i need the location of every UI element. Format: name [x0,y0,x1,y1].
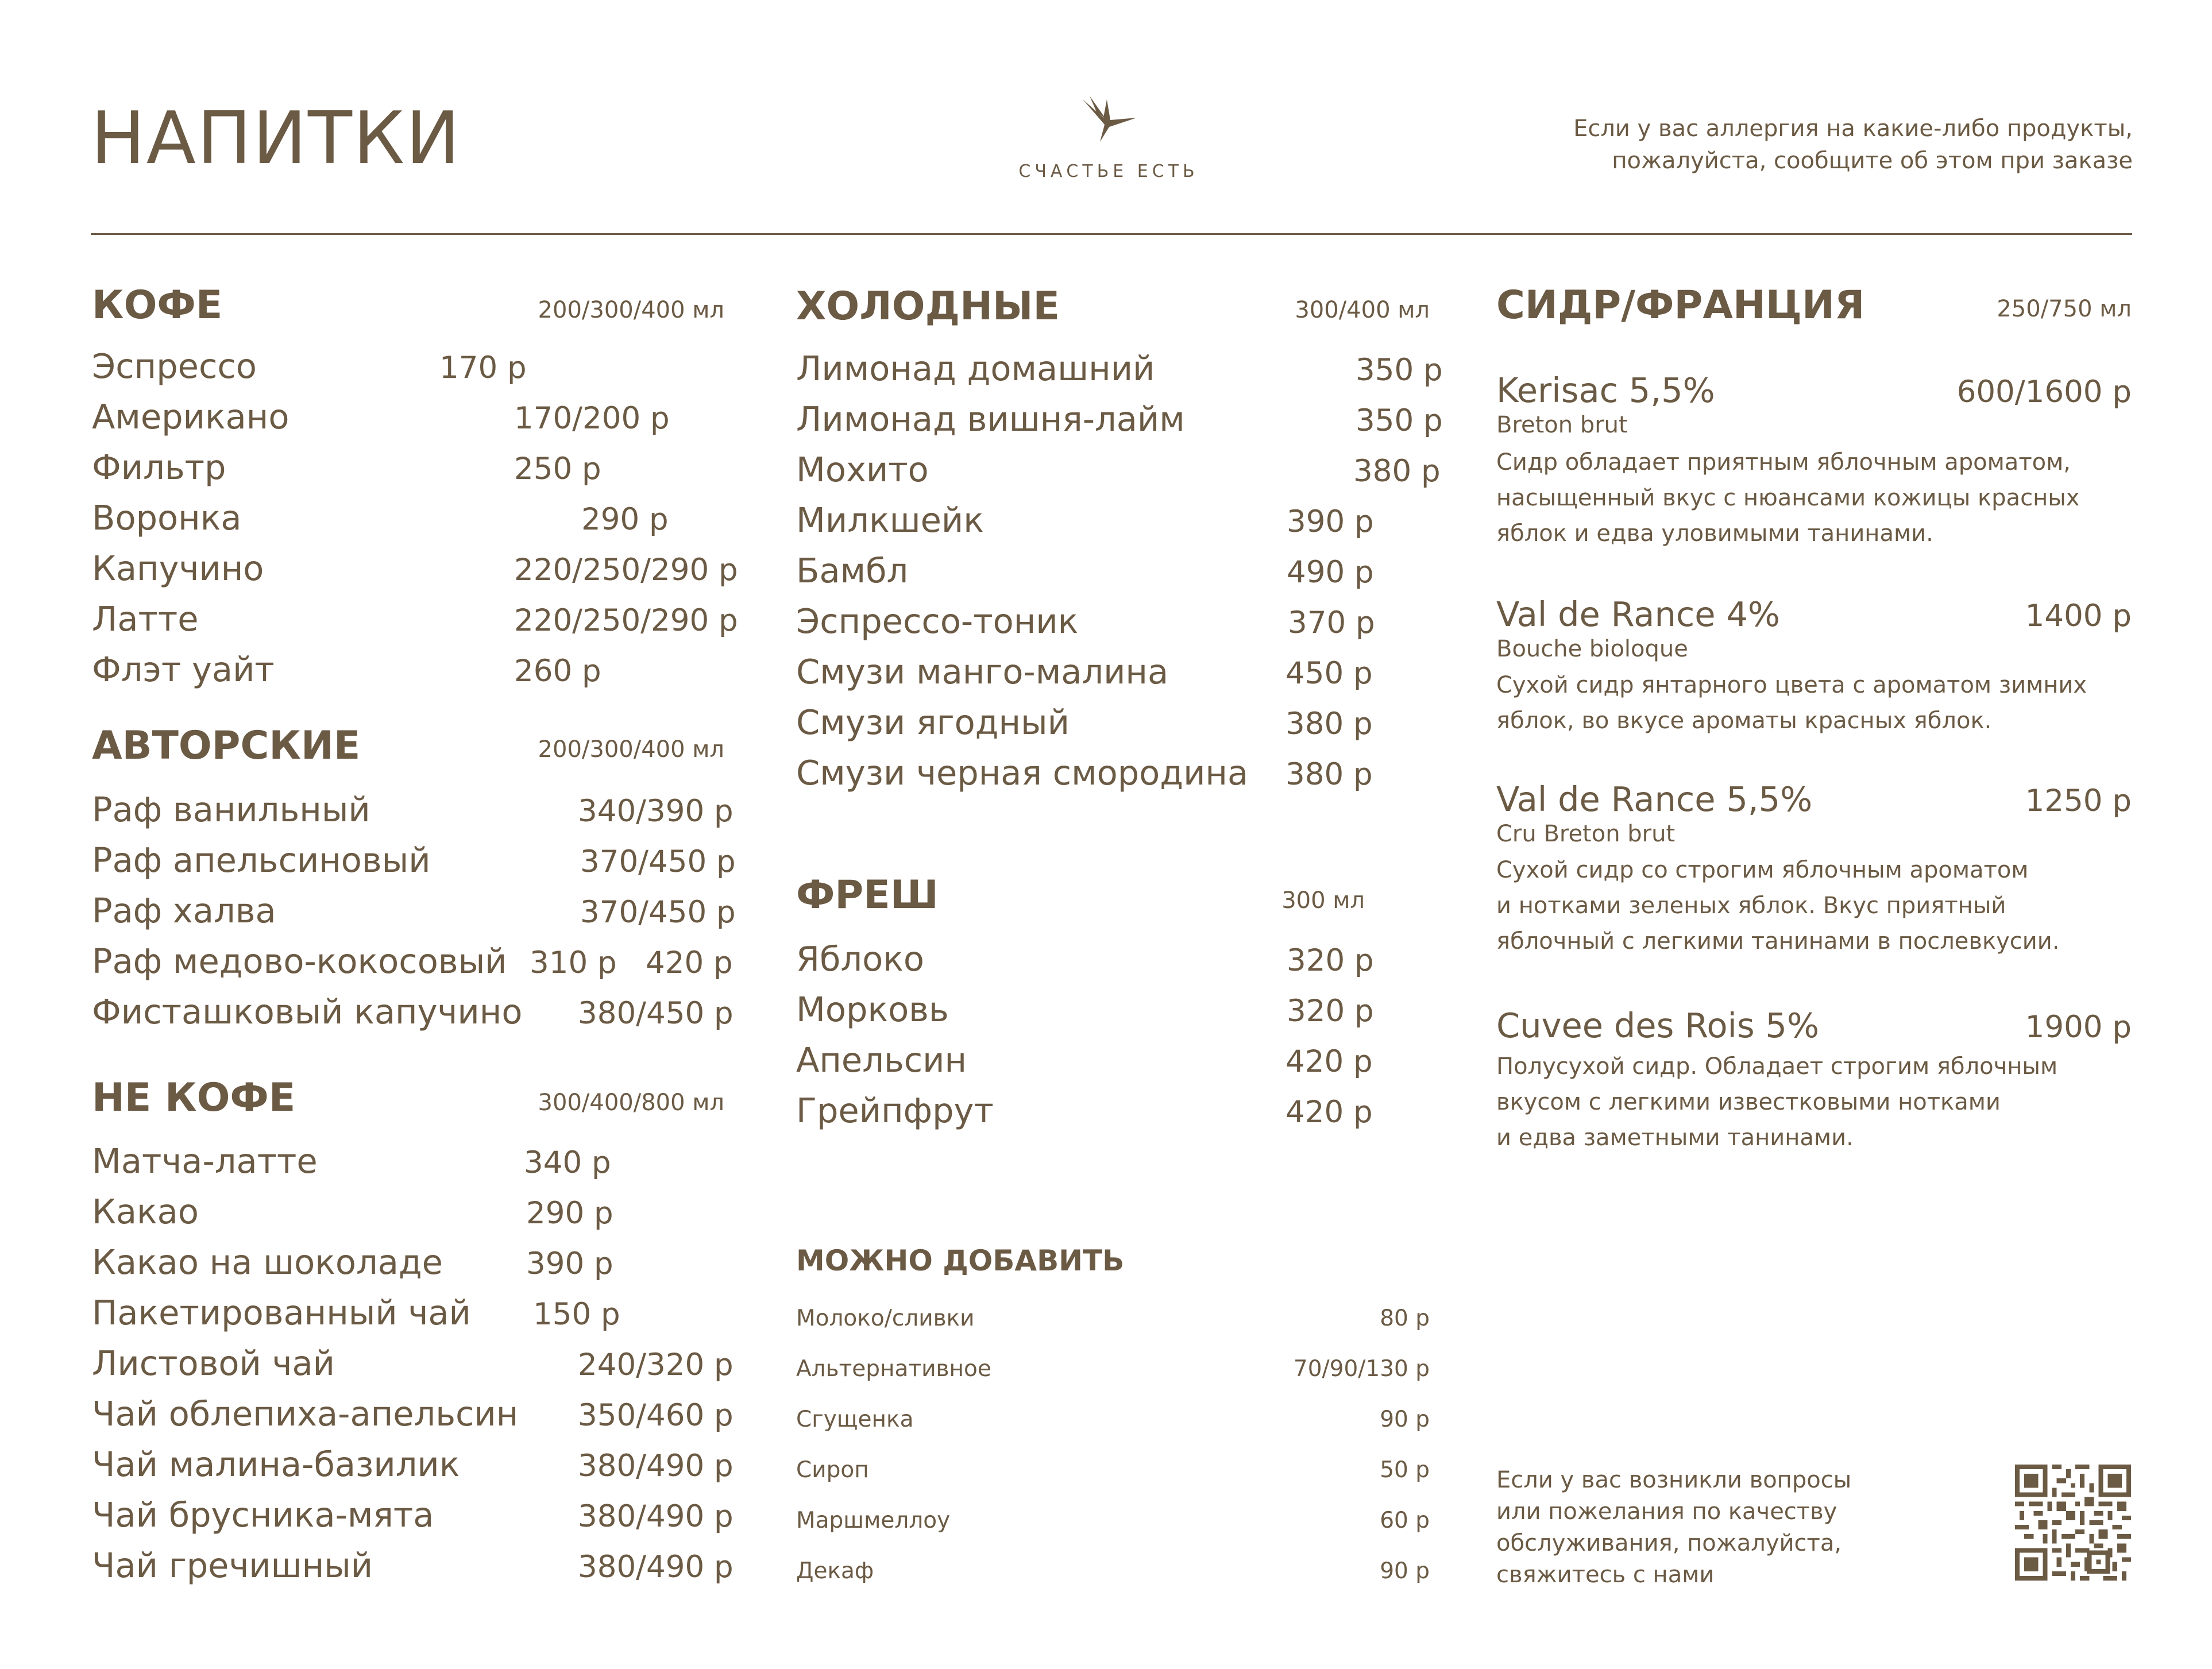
menu-item-price: 450 р [1285,656,1373,691]
section-title-fresh: ФРЕШ [796,872,939,918]
cider-name: Cuvee des Rois 5% [1496,1006,1820,1045]
menu-item-name: Фисташковый капучино [92,992,523,1031]
menu-item-price: 380/450 р [578,996,734,1031]
cider-description-line: яблок, во вкусе ароматы красных яблок. [1496,708,1992,734]
menu-item-name: Раф апельсиновый [92,840,431,880]
allergy-line: Если у вас аллергия на какие-либо продукты, [1573,115,2133,142]
menu-item-name: Чай гречишный [92,1546,373,1585]
menu-item-price: 340/390 р [578,794,734,829]
contact-line: Если у вас возникли вопросы [1496,1467,1852,1493]
addon-price: 90 р [1380,1407,1430,1432]
menu-item-name: Грейпфрут [796,1091,994,1130]
cider-description [1496,445,2079,551]
addon-price: 80 р [1380,1305,1430,1331]
menu-item-price: 380 р [1285,757,1373,792]
menu-item-name: Милкшейк [796,500,984,540]
menu-item-name: Капучино [92,548,264,588]
section-title-signature: АВТОРСКИЕ [92,723,361,768]
menu-item-price: 220/250/290 р [514,603,738,638]
cider-description-line: и нотками зеленых яблок. Вкус приятный [1496,893,2006,919]
menu-item-name: Лимонад домашний [796,349,1155,388]
menu-item-price: 370 р [1288,605,1375,640]
addon-price: 70/90/130 р [1293,1356,1430,1382]
section-volume-cold: 300/400 мл [1295,297,1430,323]
menu-item-price: 380/490 р [578,1499,734,1534]
menu-item-name: Фильтр [92,447,226,487]
menu-item-name: Апельсин [796,1040,967,1080]
cider-description-line: яблок и едва уловимыми танинами. [1496,520,1933,547]
menu-item-price-large: 420 р [646,945,733,980]
section-volume-cider: 250/750 мл [1997,296,2132,322]
section-volume-fresh: 300 мл [1281,887,1365,914]
section-title-cider: СИДР/ФРАНЦИЯ [1496,283,1865,328]
cider-description-line: Сидр обладает приятным яблочным ароматом, [1496,449,2071,476]
menu-item-price: 350 р [1356,403,1443,438]
menu-item-name: Морковь [796,990,949,1029]
section-volume-not-coffee: 300/400/800 мл [538,1090,724,1116]
menu-item-name: Матча-латте [92,1141,318,1181]
section-title-not-coffee: НЕ КОФЕ [92,1075,296,1121]
qr-code[interactable] [2015,1465,2131,1581]
section-title-cold: ХОЛОДНЫЕ [796,284,1060,329]
menu-item-price: 390 р [526,1246,613,1281]
menu-item-price: 420 р [1285,1095,1373,1130]
menu-item-price: 240/320 р [578,1347,734,1382]
addon-name: Альтернативное [796,1356,991,1382]
menu-item-name: Какао на шоколаде [92,1242,443,1282]
cider-description-line: вкусом с легкими известковыми нотками [1496,1089,2001,1115]
section-title-addons: МОЖНО ДОБАВИТЬ [796,1244,1125,1277]
menu-item-name: Чай облепиха-апельсин [92,1394,519,1434]
swallow-bird-icon [1077,95,1140,146]
menu-item-name: Эспрессо [92,346,257,386]
menu-item-name: Эспрессо-тоник [796,601,1079,641]
menu-item-price: 250 р [514,451,601,486]
header-divider [91,233,2132,235]
menu-item-price: 340 р [524,1145,611,1180]
cider-description-line: Сухой сидр со строгим яблочным ароматом [1496,857,2029,883]
contact-line: свяжитесь с нами [1496,1562,1715,1588]
menu-item-name: Раф медово-кокосовый [92,941,507,981]
cider-description-line: яблочный с легкими танинами в послевкусии. [1496,928,2060,955]
cider-description-line: насыщенный вкус с нюансами кожицы красных [1496,485,2080,511]
cider-subtitle: Bouche bioloque [1496,636,1688,662]
menu-item-price: 390 р [1287,504,1374,539]
allergy-line: пожалуйста, сообщите об этом при заказе [1612,148,2133,174]
contact-line: или пожелания по качеству [1496,1498,1837,1525]
menu-item-name: Раф ванильный [92,790,370,829]
cider-name: Val de Rance 4% [1496,594,1780,634]
menu-item-price: 380 р [1285,706,1373,741]
addon-name: Молоко/сливки [796,1305,975,1331]
menu-item-name: Смузи ягодный [796,702,1070,742]
menu-item-name: Мохито [796,450,929,489]
addon-name: Декаф [796,1558,874,1584]
menu-item-price: 370/450 р [580,895,736,930]
menu-item-price: 380/490 р [578,1550,734,1585]
addon-name: Сгущенка [796,1407,914,1432]
cider-description-line: Сухой сидр янтарного цвета с ароматом зимних [1496,672,2087,698]
menu-item-price: 320 р [1287,994,1374,1029]
menu-item-name: Чай брусника-мята [92,1495,434,1535]
menu-item-price: 290 р [581,502,669,537]
contact-line: обслуживания, пожалуйста, [1496,1530,1842,1556]
cider-description-line: Полусухой сидр. Обладает строгим яблочным [1496,1053,2058,1080]
menu-item-name: Смузи черная смородина [796,753,1249,793]
menu-item-name: Бамбл [796,551,909,590]
cider-price: 1250 р [2025,783,2132,818]
cider-subtitle: Cru Breton brut [1496,821,1676,847]
menu-item-price: 320 р [1287,943,1374,978]
menu-item-price: 420 р [1285,1044,1373,1079]
logo [1014,95,1203,181]
menu-item-name: Воронка [92,498,242,538]
menu-item-name: Листовой чай [92,1343,335,1383]
cider-description [1496,852,2060,959]
menu-item-price: 310 р [530,945,617,980]
addon-name: Сироп [796,1457,869,1483]
menu-item-price: 170/200 р [514,401,670,436]
allergy-notice [1573,113,2133,177]
menu-item-price: 170 р [439,350,527,385]
menu-item-name: Пакетированный чай [92,1293,471,1332]
menu-item-name: Американо [92,397,289,436]
section-volume-coffee: 200/300/400 мл [538,297,724,323]
contact-notice [1496,1465,1851,1591]
cider-price: 1400 р [2025,598,2132,633]
menu-item-price: 380 р [1353,454,1441,489]
section-volume-signature: 200/300/400 мл [538,736,724,763]
menu-item-name: Какао [92,1192,199,1231]
menu-item-name: Раф халва [92,891,276,930]
addon-price: 90 р [1380,1558,1430,1584]
addon-price: 50 р [1380,1457,1430,1483]
cider-subtitle: Breton brut [1496,412,1628,438]
menu-item-price: 150 р [533,1297,620,1332]
menu-item-name: Флэт уайт [92,650,275,689]
page-title: НАПИТКИ [91,96,461,180]
addon-name: Маршмеллоу [796,1508,951,1533]
menu-item-name: Латте [92,599,199,639]
cider-name: Kerisac 5,5% [1496,370,1715,410]
menu-item-price: 220/250/290 р [514,553,738,588]
menu-item-price: 490 р [1287,555,1374,590]
menu-item-name: Яблоко [796,939,924,979]
menu-item-price: 370/450 р [580,844,736,879]
menu-item-name: Лимонад вишня-лайм [796,399,1185,439]
cider-description-line: и едва заметными танинами. [1496,1125,1854,1151]
menu-item-name: Смузи манго-малина [796,652,1169,691]
cider-price: 600/1600 р [1956,374,2132,409]
cider-description [1496,667,2087,739]
menu-item-price: 350 р [1356,353,1443,388]
menu-item-price: 350/460 р [578,1398,734,1433]
menu-item-price: 380/490 р [578,1448,734,1483]
addon-price: 60 р [1380,1508,1430,1533]
section-title-coffee: КОФЕ [92,283,223,328]
logo-text: СЧАСТЬЕ ЕСТЬ [1018,161,1199,181]
menu-item-price: 290 р [526,1196,613,1231]
cider-name: Val de Rance 5,5% [1496,779,1813,819]
menu-item-name: Чай малина-базилик [92,1444,460,1484]
cider-description [1496,1049,2057,1156]
menu-item-price: 260 р [514,654,601,689]
cider-price: 1900 р [2025,1010,2132,1045]
